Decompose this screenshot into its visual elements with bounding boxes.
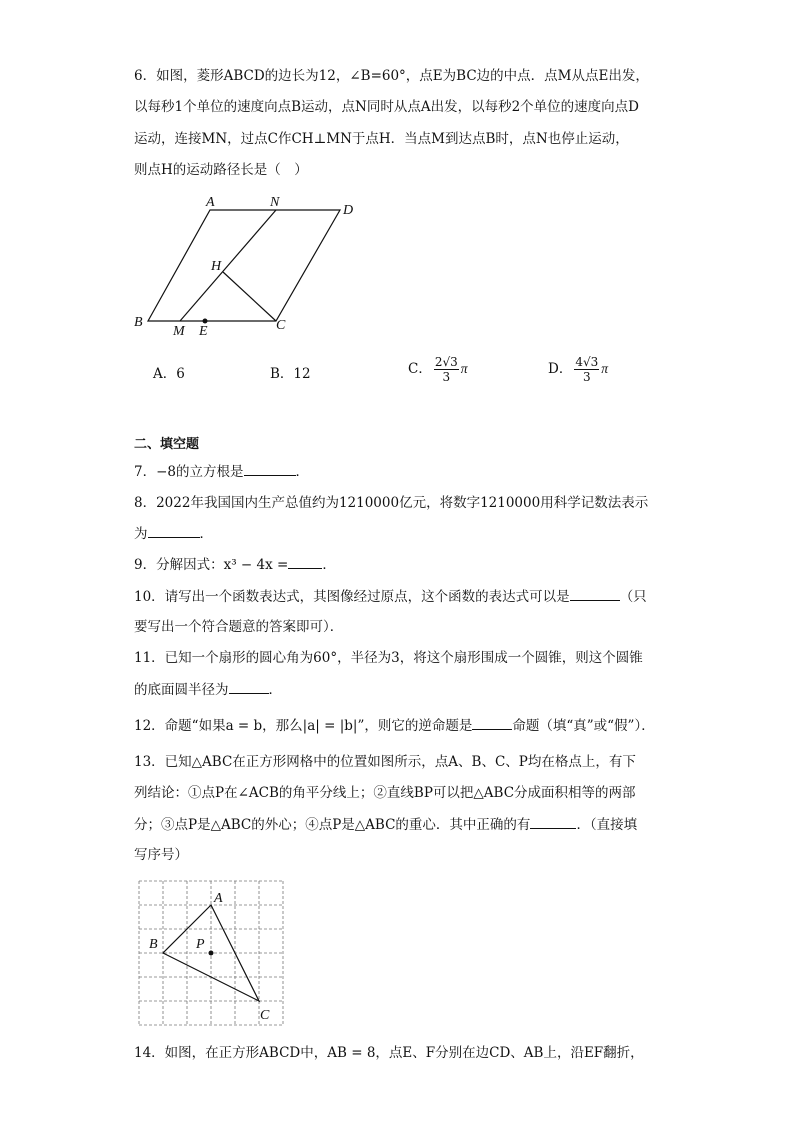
grid-label-b: B (149, 937, 158, 952)
q8-line-1: 8．2022年我国国内生产总值约为1210000亿元，将数字1210000用科学记数法表示 (134, 495, 649, 511)
q11-line-2 (134, 679, 282, 700)
label-e: E (199, 324, 208, 339)
option-c-fraction (434, 355, 459, 384)
q10-line-2: 要写出一个符合题意的答案即可）． (134, 619, 344, 635)
q13-blank (530, 814, 576, 829)
option-d-prefix: D． (548, 361, 573, 377)
q6-line-1: 6．如图，菱形ABCD的边长为12，∠B=60°，点E为BC边的中点．点M从点E出发， (134, 68, 649, 84)
label-n: N (270, 195, 280, 210)
q13-line-3-end: ．（直接填 (576, 817, 638, 833)
label-b: B (134, 315, 143, 330)
q8-blank (148, 523, 200, 538)
label-h: H (211, 259, 222, 274)
q6-line-2: 以每秒1个单位的速度向点B运动，点N同时从点A出发，以每秒2个单位的速度向点D (134, 99, 639, 115)
q9-end: ． (322, 557, 336, 573)
option-c-pi: π (460, 361, 468, 376)
option-d-pi: π (601, 361, 609, 376)
option-c-numerator: 2√3 (434, 355, 458, 369)
q7-text: 7．−8的立方根是 (134, 464, 244, 480)
segment-mn (180, 210, 276, 321)
label-m: M (173, 324, 185, 339)
q6-line-4: 则点H的运动路径长是（ ） (134, 162, 308, 178)
option-c (408, 355, 468, 384)
q9 (134, 554, 336, 575)
option-a: A．6 (153, 366, 185, 382)
q7-end: ． (295, 464, 309, 480)
q11-line-1: 11．已知一个扇形的圆心角为60°，半径为3，将这个扇形围成一个圆锥，则这个圆锥 (134, 650, 643, 666)
q10-line-1-text: 10．请写出一个函数表达式，其图像经过原点，这个函数的表达式可以是 (134, 589, 570, 605)
q8-end: ． (199, 526, 213, 542)
segment-ch (223, 272, 276, 321)
q12-blank (472, 715, 512, 730)
q10-blank (570, 586, 620, 601)
q13-line-3 (134, 814, 637, 835)
q12-text: 12．命题“如果a = b，那么|a| = |b|”，则它的逆命题是 (134, 718, 473, 734)
q12 (134, 715, 655, 736)
option-d (548, 355, 608, 384)
q10-line-1 (134, 586, 647, 607)
q9-blank (288, 554, 322, 569)
q13-line-4: 写序号） (134, 847, 188, 863)
q7 (134, 461, 309, 482)
section-heading: 二、填空题 (134, 437, 200, 452)
q7-blank (244, 461, 296, 476)
option-d-denominator: 3 (582, 370, 591, 384)
q11-blank (229, 679, 269, 694)
q13-line-1: 13．已知△ABC在正方形网格中的位置如图所示，点A、B、C、P均在格点上，有下 (134, 754, 636, 770)
label-c: C (276, 318, 286, 333)
grid-figure (134, 875, 290, 1035)
q10-line-1-end: （只 (619, 589, 647, 605)
option-c-denominator: 3 (442, 370, 451, 384)
q8-line-2 (134, 523, 213, 544)
label-a: A (206, 195, 215, 210)
q13-line-2: 列结论：①点P在∠ACB的角平分线上；②直线BP可以把△ABC分成面积相等的两部 (134, 785, 636, 801)
q11-end: ． (268, 682, 282, 698)
grid-label-p: P (196, 937, 205, 952)
grid-label-a: A (214, 891, 223, 906)
label-d: D (343, 203, 354, 218)
q9-text: 9．分解因式：x³ − 4x = (134, 557, 289, 573)
q14-line-1: 14．如图，在正方形ABCD中，AB = 8，点E、F分别在边CD、AB上，沿EF翻折， (134, 1045, 644, 1061)
option-d-numerator: 4√3 (575, 355, 599, 369)
q13-line-3-text: 分；③点P是△ABC的外心；④点P是△ABC的重心．其中正确的有 (134, 817, 531, 833)
option-c-prefix: C． (408, 361, 432, 377)
rhombus-abcd (148, 210, 340, 321)
option-d-fraction (574, 355, 599, 384)
grid-label-c: C (260, 1008, 270, 1023)
q12-end: 命题（填“真”或“假”）． (512, 718, 655, 734)
q8-line-2-text: 为 (134, 526, 148, 542)
point-p-dot (209, 951, 214, 956)
q11-line-2-text: 的底面圆半径为 (134, 682, 229, 698)
point-e-dot (203, 319, 208, 324)
option-b: B．12 (270, 366, 311, 382)
q6-line-3: 运动，连接MN，过点C作CH⊥MN于点H．当点M到达点B时，点N也停止运动， (134, 131, 629, 147)
rhombus-figure (128, 190, 368, 340)
